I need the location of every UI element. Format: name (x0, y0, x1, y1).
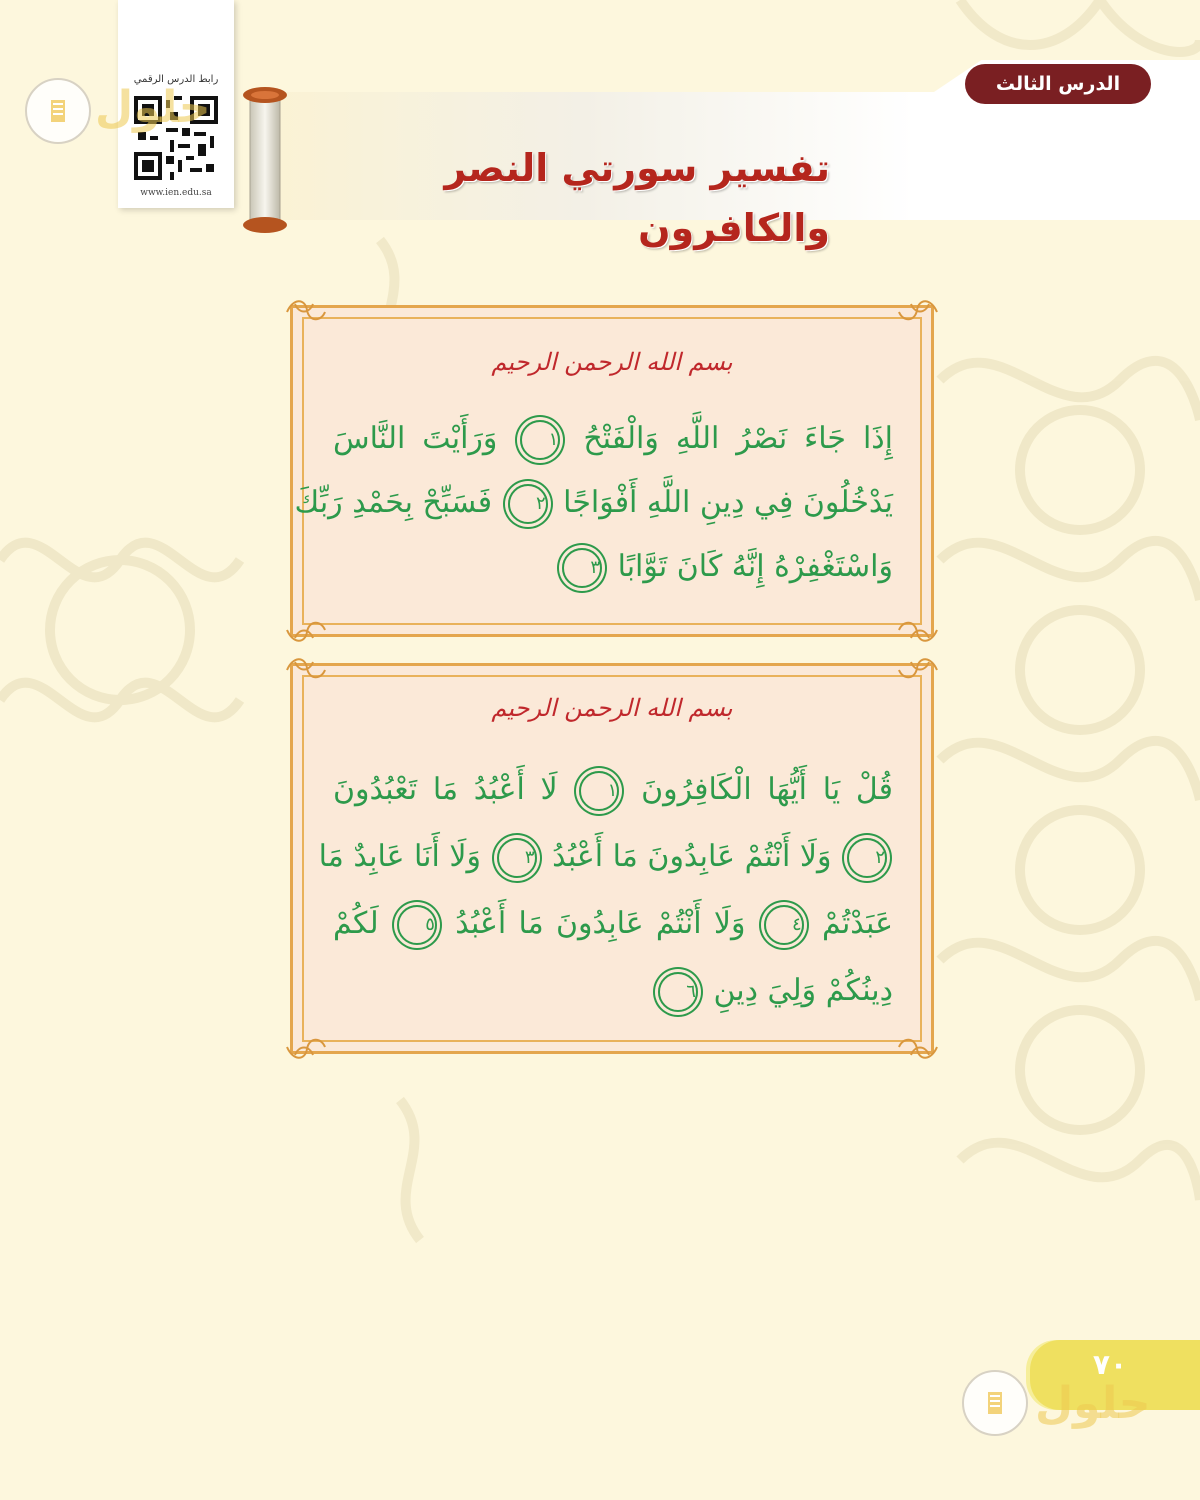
verse-number-icon: ٣ (497, 838, 537, 878)
frame-corner-ornament-icon (895, 654, 941, 686)
verse-line (294, 484, 893, 524)
watermark-text: حلول (95, 82, 211, 133)
page-number: ٧٠ (1092, 1348, 1128, 1381)
verse-line (333, 972, 893, 1012)
verse-text: عَبَدْتُمْ (821, 906, 893, 941)
frame-corner-ornament-icon (283, 614, 329, 646)
verse-text: وَلَا أَنْتُمْ عَابِدُونَ مَا أَعْبُدُ (552, 839, 832, 874)
verse-line (333, 548, 893, 588)
verse-line (333, 905, 893, 945)
watermark-logo-icon (962, 1370, 1028, 1436)
lesson-title: تفسير سورتي النصر والكافرون (444, 146, 830, 250)
basmala: بسم الله الرحمن الرحيم (491, 348, 733, 376)
verse-text: وَرَأَيْتَ النَّاسَ (333, 421, 498, 456)
verse-number-icon: ٣ (562, 548, 602, 588)
qr-label: رابط الدرس الرقمي (133, 74, 219, 85)
verse-text: إِذَا جَاءَ نَصْرُ اللَّهِ وَالْفَتْحُ (583, 421, 893, 456)
verse-number-icon: ٦ (658, 972, 698, 1012)
verse-line (333, 420, 893, 460)
verse-line (333, 771, 893, 811)
verse-line (318, 838, 893, 878)
verse-text: دِينُكُمْ وَلِيَ دِينِ (713, 973, 893, 1008)
surah-kafirun-frame (290, 663, 934, 1054)
verse-text: لَكُمْ (333, 906, 379, 941)
verse-number-icon: ١ (520, 420, 560, 460)
verse-text: وَاسْتَغْفِرْهُ إِنَّهُ كَانَ تَوَّابًا (617, 549, 893, 584)
basmala: بسم الله الرحمن الرحيم (491, 694, 733, 722)
verse-number-icon: ٥ (397, 905, 437, 945)
watermark-logo-icon (25, 78, 91, 144)
qr-url[interactable]: www.ien.edu.sa (140, 188, 212, 198)
verse-text: لَا أَعْبُدُ مَا تَعْبُدُونَ (333, 772, 558, 807)
frame-corner-ornament-icon (283, 1031, 329, 1063)
watermark-text: حلول (1035, 1378, 1151, 1429)
verse-number-icon: ١ (579, 771, 619, 811)
frame-corner-ornament-icon (895, 614, 941, 646)
verse-number-icon: ٤ (764, 905, 804, 945)
verse-text: فَسَبِّحْ بِحَمْدِ رَبِّكَ (294, 485, 493, 520)
verse-text: يَدْخُلُونَ فِي دِينِ اللَّهِ أَفْوَاجًا (563, 485, 893, 520)
verse-text: قُلْ يَا أَيُّهَا الْكَافِرُونَ (641, 772, 893, 807)
verse-text: وَلَا أَنْتُمْ عَابِدُونَ مَا أَعْبُدُ (455, 906, 746, 941)
frame-corner-ornament-icon (895, 1031, 941, 1063)
frame-corner-ornament-icon (283, 654, 329, 686)
lesson-badge: الدرس الثالث (965, 64, 1151, 104)
scroll-roll-icon (240, 85, 290, 235)
verse-number-icon: ٢ (847, 838, 887, 878)
frame-corner-ornament-icon (895, 296, 941, 328)
verse-text: وَلَا أَنَا عَابِدٌ مَا (318, 839, 481, 874)
surah-nasr-frame (290, 305, 934, 637)
verse-number-icon: ٢ (508, 484, 548, 524)
frame-corner-ornament-icon (283, 296, 329, 328)
